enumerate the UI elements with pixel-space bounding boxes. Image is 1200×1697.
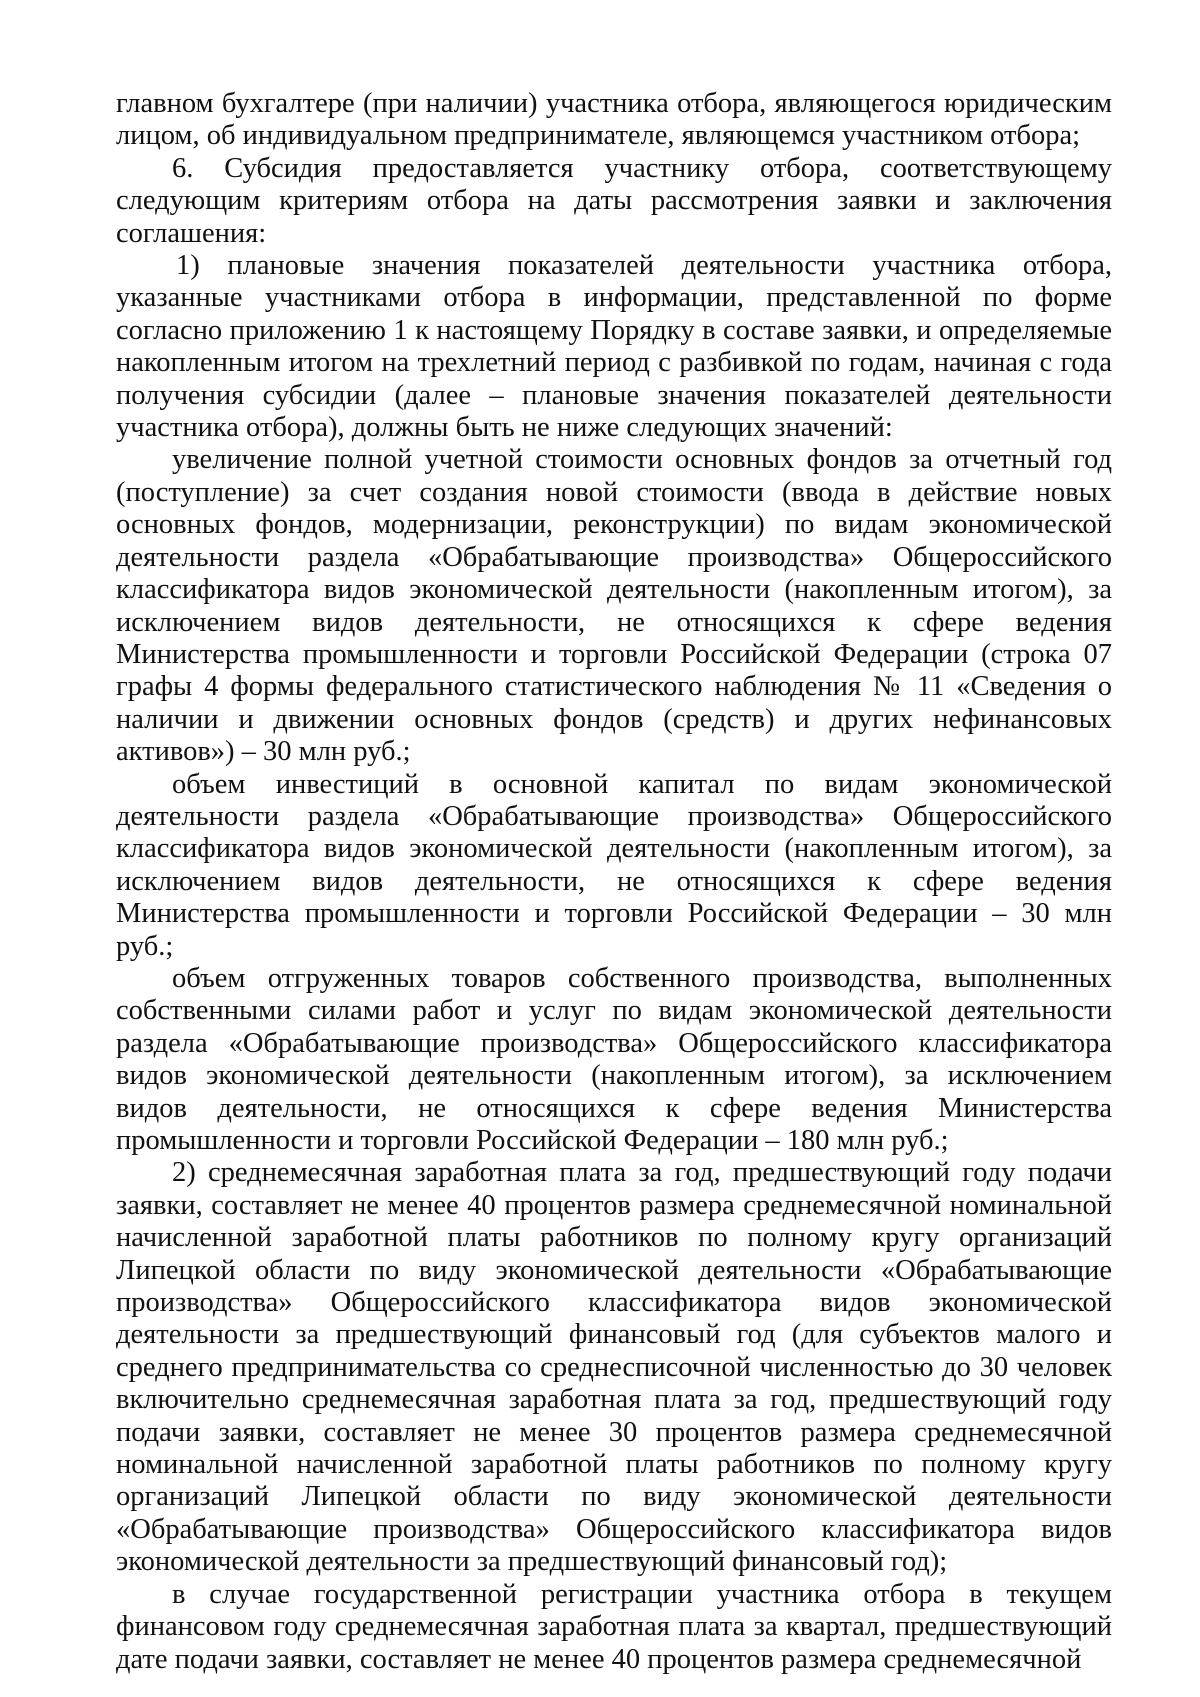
paragraph-criterion-2: 2) среднемесячная заработная плата за год, предшествующий году подачи заявки, составляет не менее 40 процентов размера среднемесячной номинальной начисленной заработной платы работников по полному кругу организаций Липецкой области по виду экономической деятельности «Обрабатывающие производства» Общероссийского классификатора видов экономической деятельности за предшествующий финансовый год (для субъектов малого и среднего предпринимательства со среднесписочной численностью до 30 человек включительно среднемесячная заработная плата за год, предшествующий году подачи заявки, составляет не менее 30 процентов размера среднемесячной номинальной начисленной заработной платы работников по полному кругу организаций Липецкой области по виду экономической деятельности «Обрабатывающие производства» Общероссийского классификатора видов экономической деятельности за предшествующий финансовый год);	[116, 1157, 1112, 1578]
paragraph-shipped-goods: объем отгруженных товаров собственного производства, выполненных собственными силами работ и услуг по видам экономической деятельности раздела «Обрабатывающие производства» Общероссийского классификатора видов экономической деятельности (накопленным итогом), за исключением видов деятельности, не относящихся к сфере ведения Министерства промышленности и торговли Российской Федерации – 180 млн руб.;	[116, 962, 1112, 1156]
document-page	[116, 88, 1112, 1676]
paragraph-item-6: 6. Субсидия предоставляется участнику отбора, соответствующему следующим критериям отбора на даты рассмотрения заявки и заключения соглашения:	[116, 152, 1112, 249]
paragraph-fixed-assets: увеличение полной учетной стоимости основных фондов за отчетный год (поступление) за счет создания новой стоимости (ввода в действие новых основных фондов, модернизации, реконструкции) по видам экономической деятельности раздела «Обрабатывающие производства» Общероссийского классификатора видов экономической деятельности (накопленным итогом), за исключением видов деятельности, не относящихся к сфере ведения Министерства промышленности и торговли Российской Федерации (строка 07 графы 4 формы федерального статистического наблюдения № 11 «Сведения о наличии и движении основных фондов (средств) и других нефинансовых активов») – 30 млн руб.;	[116, 444, 1112, 768]
paragraph-new-registration: в случае государственной регистрации участника отбора в текущем финансовом году среднемесячная заработная плата за квартал, предшествующий дате подачи заявки, составляет не менее 40 процентов размера среднемесячной	[116, 1578, 1112, 1675]
paragraph-criterion-1: 1) плановые значения показателей деятельности участника отбора, указанные участниками отбора в информации, представленной по форме согласно приложению 1 к настоящему Порядку в составе заявки, и определяемые накопленным итогом на трехлетний период с разбивкой по годам, начиная с года получения субсидии (далее – плановые значения показателей деятельности участника отбора), должны быть не ниже следующих значений:	[116, 250, 1112, 444]
paragraph-continuation: главном бухгалтере (при наличии) участника отбора, являющегося юридическим лицом, об индивидуальном предпринимателе, являющемся участником отбора;	[116, 88, 1112, 152]
paragraph-investments: объем инвестиций в основной капитал по видам экономической деятельности раздела «Обрабатывающие производства» Общероссийского классификатора видов экономической деятельности (накопленным итогом), за исключением видов деятельности, не относящихся к сфере ведения Министерства промышленности и торговли Российской Федерации – 30 млн руб.;	[116, 768, 1112, 962]
